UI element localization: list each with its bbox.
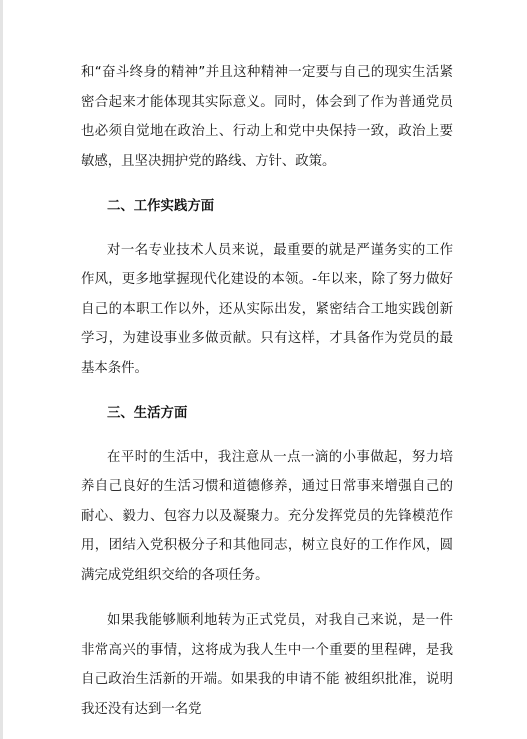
paragraph-spacer [81, 176, 453, 192]
paragraph-spacer [81, 590, 453, 606]
paragraph-4: 如果我能够顺利地转为正式党员，对我自己来说，是一件非常高兴的事情，这将成为我人生中一个重要的里程碑，是我自己政治生活新的开端。如果我的申请不能 被组织批准，说明我还没有达到一名党 [81, 613, 453, 717]
paragraph-spacer [81, 222, 453, 236]
section-heading-work-practice: 二、工作实践方面 [107, 199, 215, 214]
document-body [81, 58, 453, 724]
section-heading-life: 三、生活方面 [107, 406, 188, 421]
paragraph-1: 和“奋斗终身的精神”并且这种精神一定要与自己的现实生活紧密合起来才能体现其实际意义。同时，体会到了作为普通党员也必须自觉地在政治上、行动上和党中央保持一致，政治上要敏感，且坚决拥护党的路线、方针、政策。 [81, 65, 453, 169]
paragraph-2: 对一名专业技术人员来说，最重要的就是严谨务实的工作作风，更多地掌握现代化建设的本领。-年以来，除了努力做好自己的本职工作以外，还从实际出发，紧密结合工地实践创新学习，为建设事业多做贡献。只有这样，才具备作为党员的最基本条件。 [81, 242, 453, 376]
paragraph-3: 在平时的生活中，我注意从一点一滴的小事做起，努力培养自己良好的生活习惯和道德修养，通过日常事来增强自己的耐心、毅力、包容力以及凝聚力。充分发挥党员的先锋模范作用，团结入党积极分子和其他同志，树立良好的工作作风，圆满完成党组织交给的各项任务。 [81, 449, 453, 583]
paragraph-spacer [81, 383, 453, 399]
paragraph-spacer [81, 429, 453, 443]
